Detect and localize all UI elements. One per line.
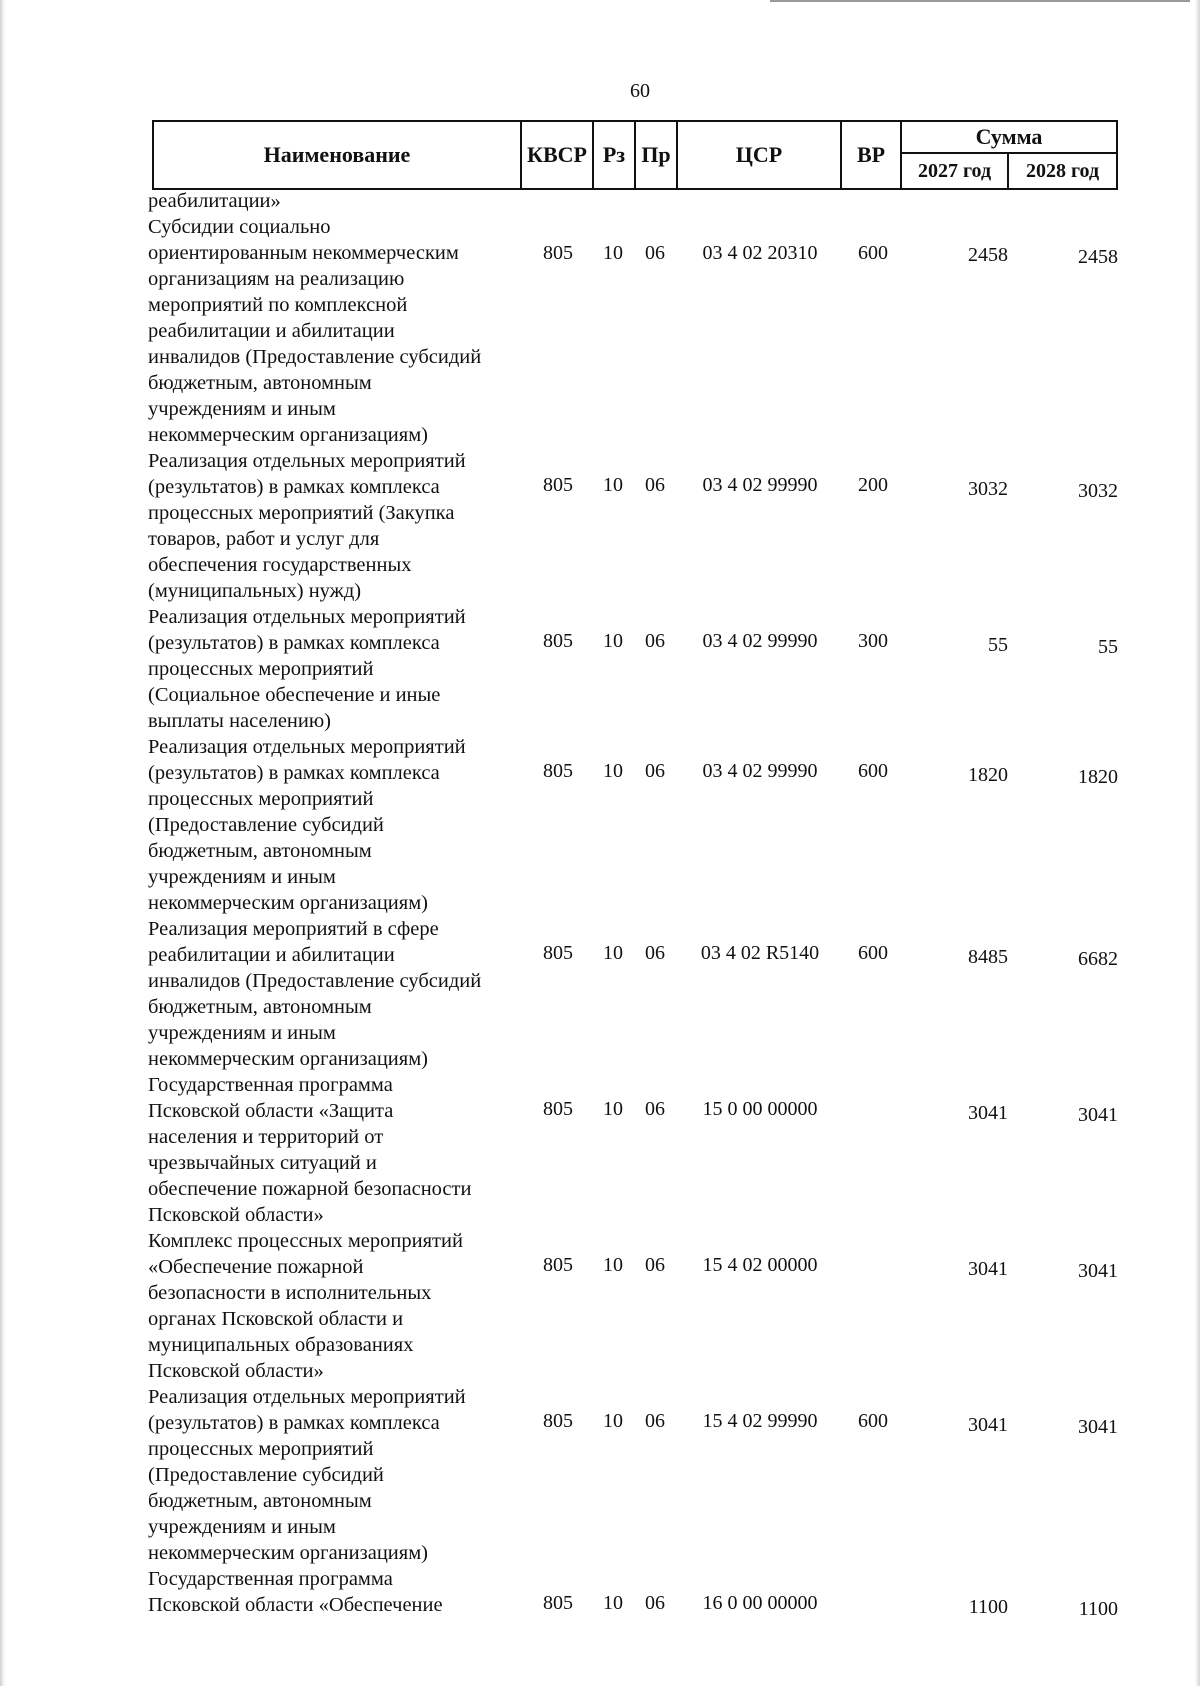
name-line: бюджетным, автономным bbox=[148, 1490, 372, 1512]
name-line: инвалидов (Предоставление субсидий bbox=[148, 346, 482, 368]
cell-sum-2027: 3041 bbox=[968, 1102, 1008, 1124]
cell-rz: 10 bbox=[603, 1592, 623, 1614]
cell-vr: 600 bbox=[858, 942, 888, 964]
cell-sum-2028: 3032 bbox=[1078, 480, 1118, 502]
cell-name bbox=[148, 1228, 518, 1384]
table-row bbox=[148, 1384, 1120, 1566]
table-row bbox=[148, 916, 1120, 1072]
name-line: ориентированным некоммерческим bbox=[148, 242, 459, 264]
cell-pr: 06 bbox=[645, 1098, 665, 1120]
cell-rz: 10 bbox=[603, 760, 623, 782]
cell-csr: 15 4 02 99990 bbox=[702, 1410, 818, 1432]
header-rz: Рз bbox=[594, 122, 636, 188]
name-line: (Социальное обеспечение и иные bbox=[148, 684, 441, 706]
cell-sum-2028: 6682 bbox=[1078, 948, 1118, 970]
table-row bbox=[148, 604, 1120, 734]
cell-name bbox=[148, 1566, 518, 1618]
cell-pr: 06 bbox=[645, 630, 665, 652]
cell-kvsr: 805 bbox=[543, 474, 573, 496]
cell-rz: 10 bbox=[603, 242, 623, 264]
scan-line-top bbox=[770, 0, 1190, 2]
name-line: реабилитации и абилитации bbox=[148, 944, 395, 966]
cell-vr: 600 bbox=[858, 760, 888, 782]
cell-sum-2027: 8485 bbox=[968, 946, 1008, 968]
cell-name bbox=[148, 734, 518, 916]
cell-sum-2028: 3041 bbox=[1078, 1416, 1118, 1438]
cell-sum-2028: 1820 bbox=[1078, 766, 1118, 788]
cell-rz: 10 bbox=[603, 474, 623, 496]
name-line: (муниципальных) нужд) bbox=[148, 580, 362, 602]
name-line: Государственная программа bbox=[148, 1568, 393, 1590]
continuation-row bbox=[148, 188, 1120, 214]
name-line: мероприятий по комплексной bbox=[148, 294, 408, 316]
cell-rz: 10 bbox=[603, 942, 623, 964]
cell-kvsr: 805 bbox=[543, 242, 573, 264]
name-line: (Предоставление субсидий bbox=[148, 1464, 384, 1486]
name-line: (результатов) в рамках комплекса bbox=[148, 632, 440, 654]
name-line: бюджетным, автономным bbox=[148, 372, 372, 394]
cell-sum-2028: 1100 bbox=[1078, 1598, 1118, 1620]
page-number: 60 bbox=[630, 80, 650, 102]
cell-sum-2027: 1820 bbox=[968, 764, 1008, 786]
name-line: Государственная программа bbox=[148, 1074, 393, 1096]
name-line: процессных мероприятий (Закупка bbox=[148, 502, 455, 524]
name-line: Реализация мероприятий в сфере bbox=[148, 918, 439, 940]
cell-name bbox=[148, 1072, 518, 1228]
name-line: организациям на реализацию bbox=[148, 268, 405, 290]
cell-sum-2028: 3041 bbox=[1078, 1104, 1118, 1126]
cell-name bbox=[148, 448, 518, 604]
table-row bbox=[148, 1228, 1120, 1384]
cell-vr: 600 bbox=[858, 1410, 888, 1432]
cell-rz: 10 bbox=[603, 1410, 623, 1432]
table-row bbox=[148, 1566, 1120, 1618]
name-line: Реализация отдельных мероприятий bbox=[148, 450, 466, 472]
name-line: некоммерческим организациям) bbox=[148, 892, 428, 914]
cell-kvsr: 805 bbox=[543, 630, 573, 652]
cell-pr: 06 bbox=[645, 474, 665, 496]
cell-rz: 10 bbox=[603, 1254, 623, 1276]
name-line: органах Псковской области и bbox=[148, 1308, 404, 1330]
name-line: учреждениям и иным bbox=[148, 866, 336, 888]
cell-sum-2028: 2458 bbox=[1078, 246, 1118, 268]
name-line: Псковской области «Защита bbox=[148, 1100, 394, 1122]
cell-kvsr: 805 bbox=[543, 1254, 573, 1276]
name-line: Субсидии социально bbox=[148, 216, 331, 238]
table-row bbox=[148, 1072, 1120, 1228]
cell-sum-2027: 3041 bbox=[968, 1414, 1008, 1436]
name-line: Реализация отдельных мероприятий bbox=[148, 1386, 466, 1408]
name-line: учреждениям и иным bbox=[148, 398, 336, 420]
name-line: обеспечения государственных bbox=[148, 554, 412, 576]
cell-csr: 15 4 02 00000 bbox=[702, 1254, 818, 1276]
name-line: реабилитации и абилитации bbox=[148, 320, 395, 342]
name-line: некоммерческим организациям) bbox=[148, 1542, 428, 1564]
cell-csr: 03 4 02 20310 bbox=[702, 242, 818, 264]
name-line: учреждениям и иным bbox=[148, 1022, 336, 1044]
cell-kvsr: 805 bbox=[543, 760, 573, 782]
name-line: Псковской области» bbox=[148, 1360, 324, 1382]
name-line: Псковской области» bbox=[148, 1204, 324, 1226]
name-line: выплаты населению) bbox=[148, 710, 332, 732]
cell-csr: 03 4 02 99990 bbox=[702, 474, 818, 496]
cell-sum-2028: 3041 bbox=[1078, 1260, 1118, 1282]
cell-pr: 06 bbox=[645, 942, 665, 964]
cell-sum-2028: 55 bbox=[1098, 636, 1118, 658]
cell-pr: 06 bbox=[645, 242, 665, 264]
name-line: обеспечение пожарной безопасности bbox=[148, 1178, 472, 1200]
cell-sum-2027: 3041 bbox=[968, 1258, 1008, 1280]
name-line: инвалидов (Предоставление субсидий bbox=[148, 970, 482, 992]
cell-kvsr: 805 bbox=[543, 942, 573, 964]
cell-pr: 06 bbox=[645, 1254, 665, 1276]
cell-sum-2027: 55 bbox=[988, 634, 1008, 656]
cell-vr: 300 bbox=[858, 630, 888, 652]
name-line: бюджетным, автономным bbox=[148, 840, 372, 862]
name-line: процессных мероприятий bbox=[148, 658, 374, 680]
scan-edge-right bbox=[1195, 0, 1200, 1686]
cell-name bbox=[148, 214, 518, 448]
header-vr: ВР bbox=[842, 122, 902, 188]
name-line: (результатов) в рамках комплекса bbox=[148, 476, 440, 498]
table-row bbox=[148, 214, 1120, 448]
table-row bbox=[148, 448, 1120, 604]
cell-sum-2027: 2458 bbox=[968, 244, 1008, 266]
name-line: (результатов) в рамках комплекса bbox=[148, 762, 440, 784]
header-sum: Сумма bbox=[902, 122, 1116, 154]
cell-csr: 03 4 02 99990 bbox=[702, 760, 818, 782]
table-body bbox=[148, 188, 1120, 1618]
header-name: Наименование bbox=[154, 122, 522, 188]
continuation-text: реабилитации» bbox=[148, 190, 281, 212]
name-line: Реализация отдельных мероприятий bbox=[148, 736, 466, 758]
header-year-2027: 2027 год bbox=[902, 154, 1009, 188]
name-line: (Предоставление субсидий bbox=[148, 814, 384, 836]
cell-vr: 600 bbox=[858, 242, 888, 264]
name-line: некоммерческим организациям) bbox=[148, 1048, 428, 1070]
cell-pr: 06 bbox=[645, 760, 665, 782]
cell-vr: 200 bbox=[858, 474, 888, 496]
cell-kvsr: 805 bbox=[543, 1098, 573, 1120]
name-line: товаров, работ и услуг для bbox=[148, 528, 380, 550]
name-line: Реализация отдельных мероприятий bbox=[148, 606, 466, 628]
cell-csr: 16 0 00 00000 bbox=[702, 1592, 818, 1614]
cell-csr: 03 4 02 99990 bbox=[702, 630, 818, 652]
name-line: процессных мероприятий bbox=[148, 788, 374, 810]
cell-pr: 06 bbox=[645, 1410, 665, 1432]
table-header bbox=[152, 120, 1118, 190]
scan-edge-left bbox=[0, 0, 6, 1686]
header-year-2028: 2028 год bbox=[1025, 159, 1100, 182]
name-line: процессных мероприятий bbox=[148, 1438, 374, 1460]
name-line: Комплекс процессных мероприятий bbox=[148, 1230, 463, 1252]
cell-name bbox=[148, 1384, 518, 1566]
header-csr: ЦСР bbox=[678, 122, 842, 188]
cell-sum-2027: 1100 bbox=[968, 1596, 1008, 1618]
header-sum-group bbox=[902, 122, 1116, 188]
name-line: бюджетным, автономным bbox=[148, 996, 372, 1018]
cell-rz: 10 bbox=[603, 630, 623, 652]
name-line: Псковской области «Обеспечение bbox=[148, 1594, 443, 1616]
name-line: чрезвычайных ситуаций и bbox=[148, 1152, 377, 1174]
cell-csr: 03 4 02 R5140 bbox=[700, 942, 820, 964]
cell-name bbox=[148, 604, 518, 734]
cell-rz: 10 bbox=[603, 1098, 623, 1120]
cell-csr: 15 0 00 00000 bbox=[702, 1098, 818, 1120]
cell-name bbox=[148, 916, 518, 1072]
table-row bbox=[148, 734, 1120, 916]
name-line: безопасности в исполнительных bbox=[148, 1282, 432, 1304]
header-pr: Пр bbox=[636, 122, 678, 188]
name-line: «Обеспечение пожарной bbox=[148, 1256, 364, 1278]
cell-pr: 06 bbox=[645, 1592, 665, 1614]
cell-sum-2027: 3032 bbox=[968, 478, 1008, 500]
cell-kvsr: 805 bbox=[543, 1592, 573, 1614]
name-line: муниципальных образованиях bbox=[148, 1334, 414, 1356]
name-line: учреждениям и иным bbox=[148, 1516, 336, 1538]
name-line: населения и территорий от bbox=[148, 1126, 384, 1148]
name-line: (результатов) в рамках комплекса bbox=[148, 1412, 440, 1434]
name-line: некоммерческим организациям) bbox=[148, 424, 428, 446]
cell-kvsr: 805 bbox=[543, 1410, 573, 1432]
header-kvsr: КВСР bbox=[522, 122, 594, 188]
